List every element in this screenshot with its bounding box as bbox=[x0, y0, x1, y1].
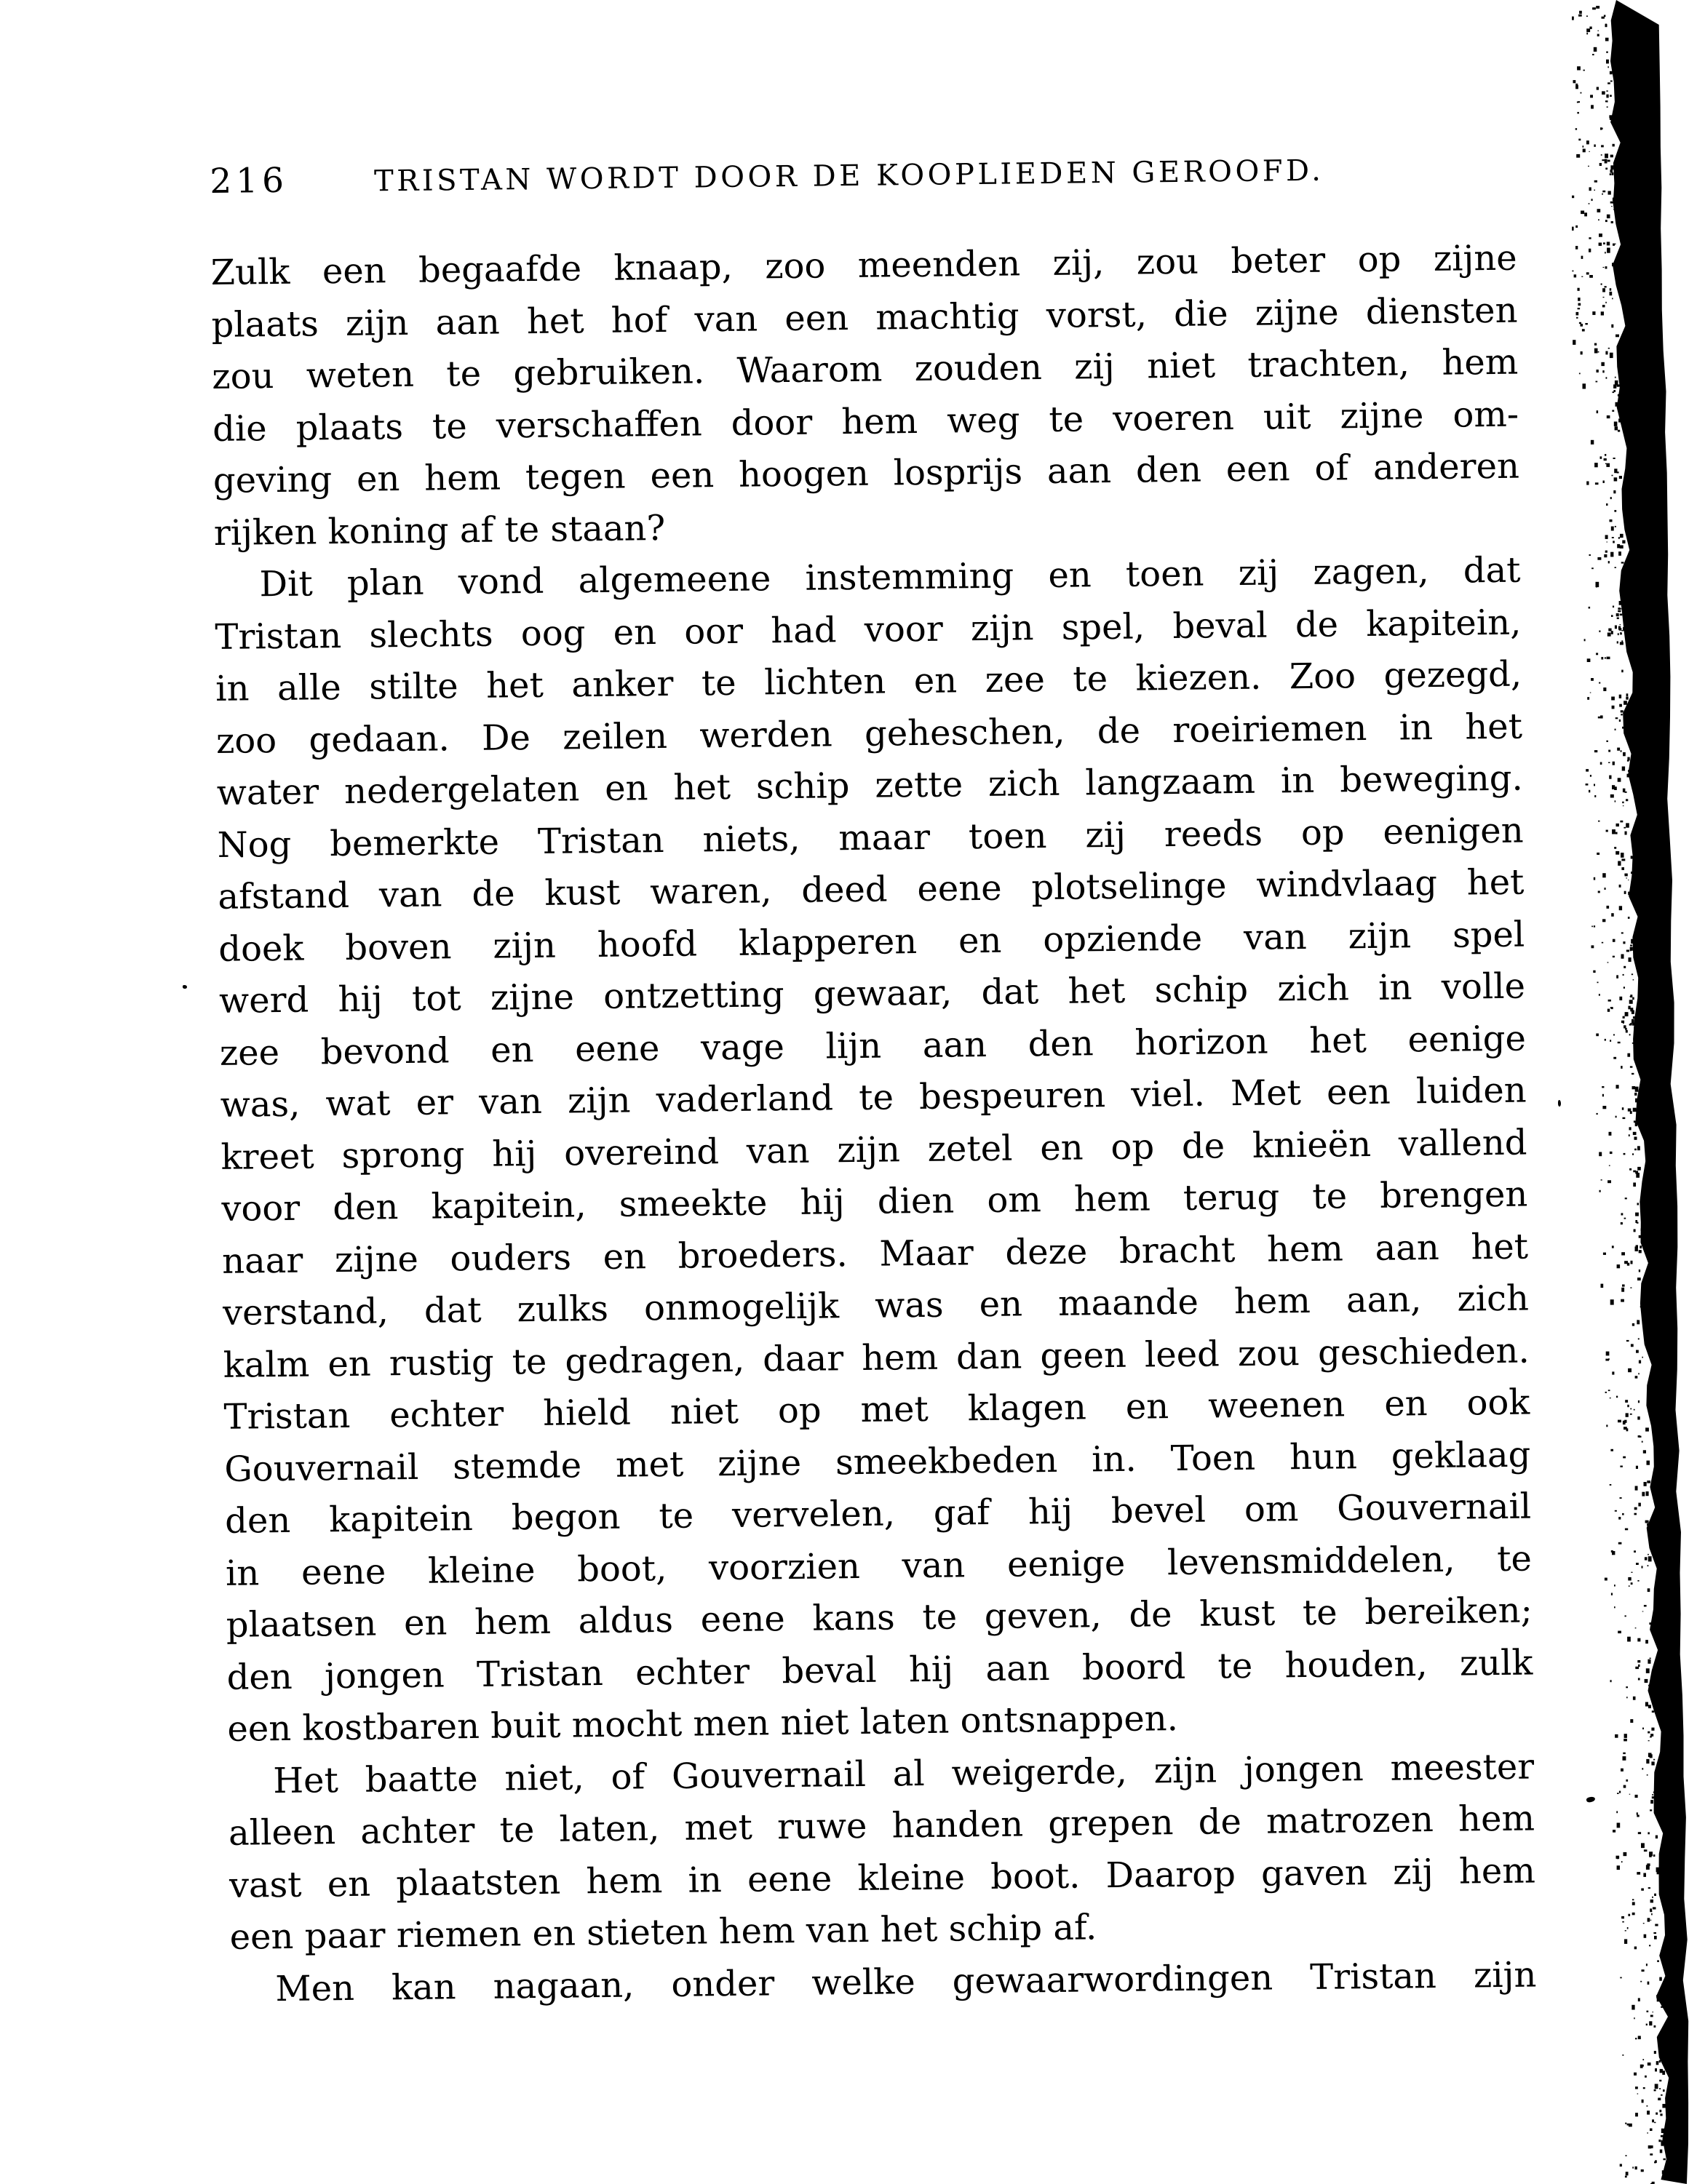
text-line: water nedergelaten en het schip zette zich langzaam in beweging. bbox=[216, 757, 1524, 813]
text-line: afstand van de kust waren, deed eene plotselinge windvlaag het bbox=[218, 861, 1525, 917]
text-line: Zulk een begaafde knaap, zoo meenden zij, zou beter op zijne bbox=[210, 237, 1517, 293]
text-line: was, wat er van zijn vaderland te bespeuren viel. Met een luiden bbox=[220, 1069, 1527, 1125]
text-line: die plaats te verschaffen door hem weg te voeren uit zijne om- bbox=[212, 394, 1519, 450]
page-number: 216 bbox=[210, 160, 289, 202]
text-line: den jongen Tristan echter beval hij aan boord te houden, zulk bbox=[226, 1642, 1533, 1698]
text-line: Het baatte niet, of Gouvernail al weigerde, zijn jongen meester bbox=[272, 1745, 1535, 1801]
text-line: rijken koning af te staan? bbox=[213, 507, 666, 554]
text-line: plaatsen en hem aldus eene kans te geven, de kust te bereiken; bbox=[226, 1590, 1533, 1646]
scan-speck bbox=[183, 985, 187, 989]
text-line: naar zijne ouders en broeders. Maar deze bracht hem aan het bbox=[221, 1226, 1529, 1282]
running-title: TRISTAN WORDT DOOR DE KOOPLIEDEN GEROOFD. bbox=[373, 154, 1324, 199]
text-line: in alle stilte het anker te lichten en zee te kiezen. Zoo gezegd, bbox=[215, 653, 1522, 709]
body-text bbox=[210, 233, 1536, 2016]
text-line: Dit plan vond algemeene instemming en toen zij zagen, dat bbox=[259, 549, 1521, 605]
text-line: Nog bemerkte Tristan niets, maar toen zij reeds op eenigen bbox=[217, 810, 1524, 866]
scan-speck bbox=[1558, 1100, 1561, 1107]
page-header bbox=[210, 147, 1517, 218]
text-line: voor den kapitein, smeekte hij dien om hem terug te brengen bbox=[221, 1173, 1528, 1230]
text-line: doek boven zijn hoofd klapperen en opziende van zijn spel bbox=[218, 914, 1525, 970]
text-line: een paar riemen en stieten hem van het schip af. bbox=[229, 1907, 1097, 1958]
text-line: zou weten te gebruiken. Waarom zouden zij niet trachten, hem bbox=[212, 341, 1519, 397]
text-line: zoo gedaan. De zeilen werden geheschen, de roeiriemen in het bbox=[215, 706, 1523, 762]
text-line: Gouvernail stemde met zijne smeekbeden in. Toen hun geklaag bbox=[224, 1434, 1531, 1490]
text-line: Tristan echter hield niet op met klagen en weenen en ook bbox=[223, 1382, 1530, 1438]
text-line: Tristan slechts oog en oor had voor zijn spel, beval de kapitein, bbox=[215, 602, 1522, 658]
text-line: geving en hem tegen een hoogen losprijs aan den een of anderen bbox=[212, 445, 1520, 501]
text-line: kalm en rustig te gedragen, daar hem dan geen leed zou geschieden. bbox=[223, 1330, 1530, 1386]
text-line: een kostbaren buit mocht men niet laten ontsnappen. bbox=[227, 1698, 1179, 1750]
text-line: in eene kleine boot, voorzien van eenige levensmiddelen, te bbox=[225, 1538, 1533, 1594]
text-line: werd hij tot zijne ontzetting gewaar, dat het schip zich in volle bbox=[218, 965, 1526, 1021]
text-line: plaats zijn aan het hof van een machtig vorst, die zijne diensten bbox=[211, 290, 1518, 346]
page-content bbox=[210, 147, 1537, 2016]
text-line: zee bevond en eene vage lijn aan den horizon het eenige bbox=[219, 1018, 1527, 1074]
text-line: den kapitein begon te vervelen, gaf hij bevel om Gouvernail bbox=[224, 1486, 1532, 1542]
scan-edge-artifact bbox=[1572, 0, 1697, 2184]
text-line: kreet sprong hij overeind van zijn zetel en op de knieën vallend bbox=[220, 1122, 1527, 1178]
text-line: vast en plaatsten hem in eene kleine boot. Daarop gaven zij hem bbox=[228, 1849, 1536, 1906]
text-line: Men kan nagaan, onder welke gewaarwordingen Tristan zijn bbox=[275, 1953, 1537, 2009]
text-line: verstand, dat zulks onmogelijk was en maande hem aan, zich bbox=[222, 1278, 1530, 1334]
text-line: alleen achter te laten, met ruwe handen grepen de matrozen hem bbox=[228, 1798, 1535, 1854]
